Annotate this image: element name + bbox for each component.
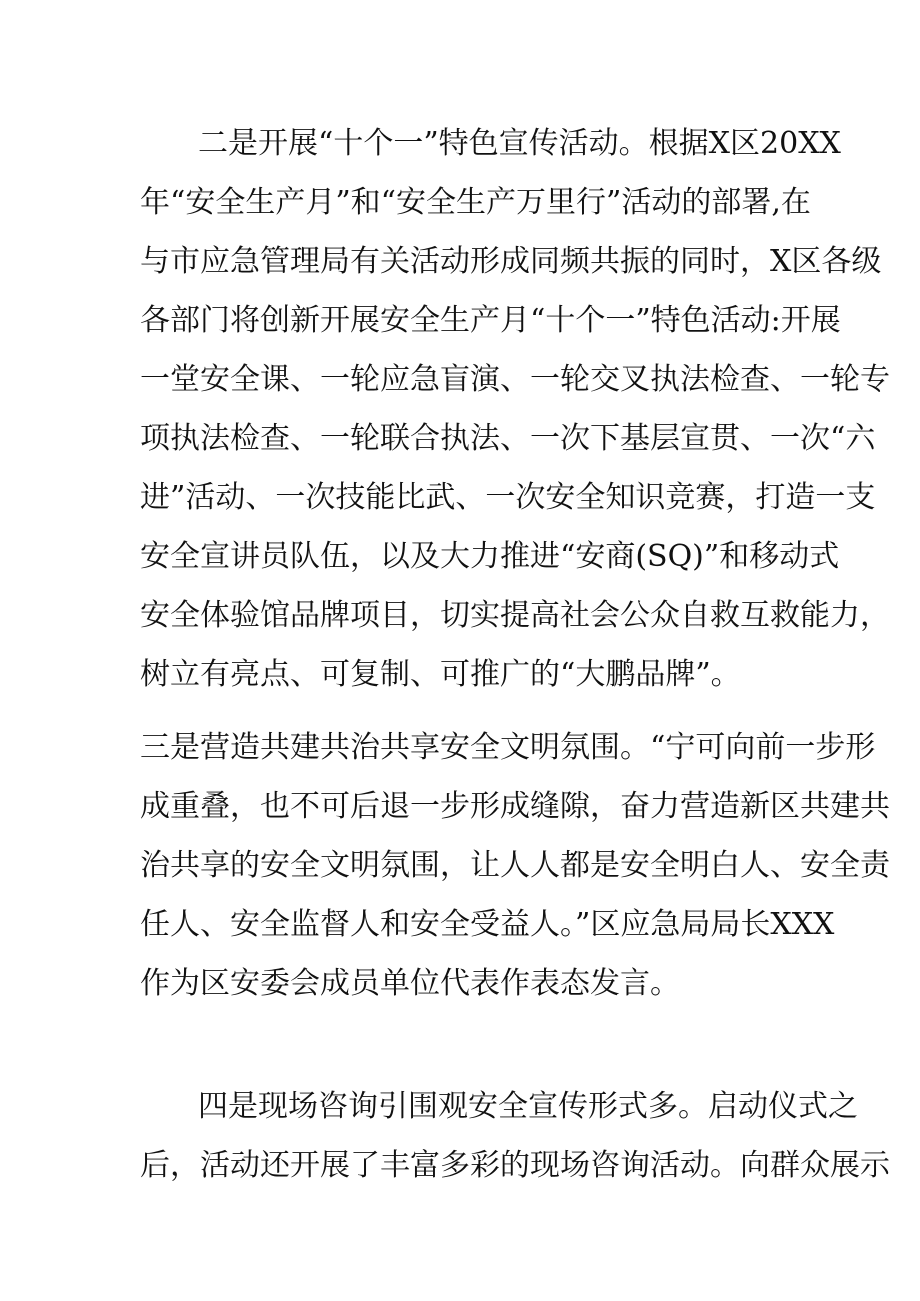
paragraph-line: 安全体验馆品牌项目，切实提高社会公众自救互救能力， <box>140 598 890 633</box>
paragraph-line: 一堂安全课、一轮应急盲演、一轮交叉执法检查、一轮专 <box>140 362 890 397</box>
paragraph-activities <box>140 114 890 704</box>
paragraph-line: 后，活动还开展了丰富多彩的现场咨询活动。向群众展示 <box>140 1148 890 1183</box>
paragraph-line: 三是营造共建共治共享安全文明氛围。“宁可向前一步形 <box>140 730 876 765</box>
paragraph-line: 安全宣讲员队伍，以及大力推进“安商(SQ)”和移动式 <box>140 539 840 574</box>
paragraph-line: 任人、安全监督人和安全受益人。”区应急局局长XXX <box>140 907 835 942</box>
paragraph-line: 项执法检查、一轮联合执法、一次下基层宣贯、一次“六 <box>140 421 876 456</box>
paragraph-line: 各部门将创新开展安全生产月“十个一”特色活动:开展 <box>140 303 841 338</box>
paragraph-line: 四是现场咨询引围观安全宣传形式多。启动仪式之 <box>198 1089 858 1124</box>
paragraph-consultation <box>140 1077 890 1195</box>
paragraph-line: 年“安全生产月”和“安全生产万里行”活动的部署,在 <box>140 185 811 220</box>
paragraph-line: 树立有亮点、可复制、可推广的“大鹏品牌”。 <box>140 657 741 692</box>
paragraph-line: 作为区安委会成员单位代表作表态发言。 <box>140 966 680 1001</box>
paragraph-atmosphere <box>140 718 890 1013</box>
paragraph-line: 进”活动、一次技能比武、一次安全知识竞赛，打造一支 <box>140 480 876 515</box>
paragraph-line: 二是开展“十个一”特色宣传活动。根据X区20XX <box>198 126 841 161</box>
paragraph-line: 与市应急管理局有关活动形成同频共振的同时，X区各级 <box>140 244 882 279</box>
paragraph-line: 成重叠，也不可后退一步形成缝隙，奋力营造新区共建共 <box>140 789 890 824</box>
paragraph-line: 治共享的安全文明氛围，让人人都是安全明白人、安全责 <box>140 848 890 883</box>
